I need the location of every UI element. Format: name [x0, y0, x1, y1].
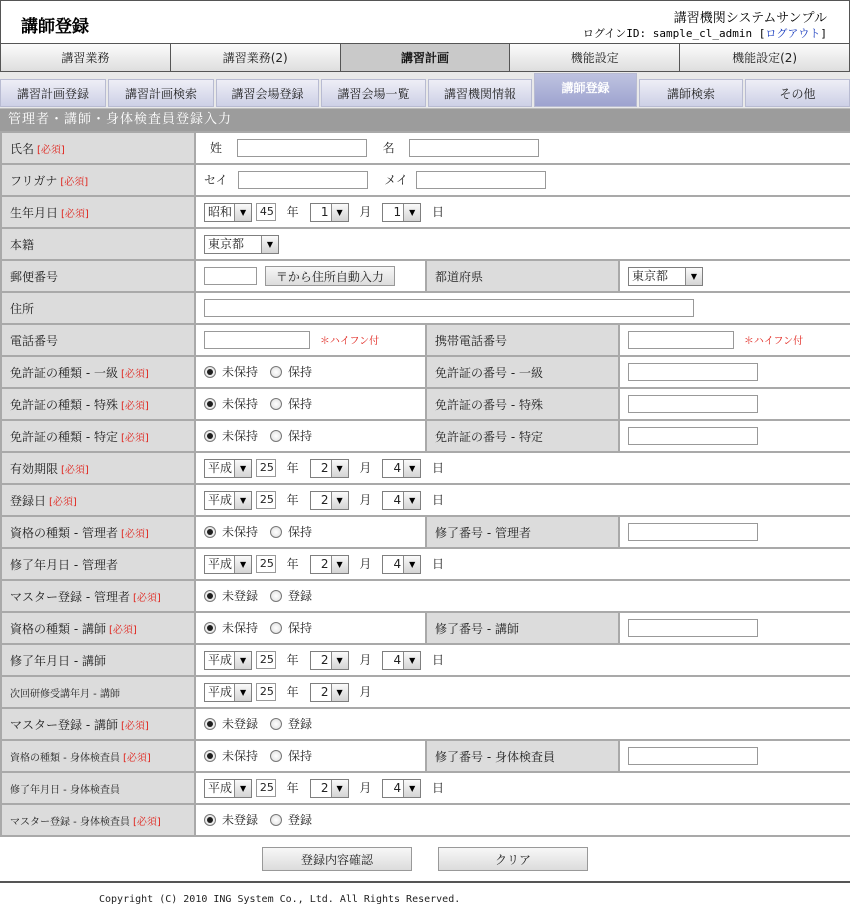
required-mark: [必須] — [120, 528, 149, 540]
last-name-input[interactable] — [237, 139, 367, 157]
label-qual-instructor: 資格の種類 - 講師 — [10, 621, 106, 636]
section-title: 管理者・講師・身体検査員登録入力 — [0, 109, 850, 131]
year-input[interactable]: 25 — [256, 555, 276, 573]
sub-tab-instructor-search[interactable]: 講師検索 — [639, 79, 743, 107]
required-mark: [必須] — [122, 752, 151, 764]
label-cert-no-examiner: 修了番号 - 身体検査員 — [435, 749, 555, 764]
postal-autofill-button[interactable]: 〒から住所自動入力 — [265, 266, 395, 286]
chevron-down-icon: ▼ — [685, 268, 702, 285]
chevron-down-icon: ▼ — [331, 556, 348, 573]
postal-code-input[interactable] — [204, 267, 257, 285]
era-select[interactable]: 平成 ▼ — [204, 683, 252, 702]
radio-registered[interactable] — [270, 814, 282, 826]
label-phone: 電話番号 — [10, 333, 59, 348]
form-row-comp-date-examiner: 修了年月日 - 身体検査員 平成 ▼ 25 年 2 ▼ 月 4 ▼ 日 — [1, 772, 850, 804]
chevron-down-icon: ▼ — [234, 780, 251, 797]
mobile-input[interactable] — [628, 331, 734, 349]
radio-not-held[interactable] — [204, 430, 216, 442]
required-mark: [必須] — [120, 368, 149, 380]
label-postal: 郵便番号 — [10, 269, 59, 284]
era-select[interactable]: 平成 ▼ — [204, 555, 252, 574]
chevron-down-icon: ▼ — [234, 492, 251, 509]
label-furigana: フリガナ — [10, 173, 58, 188]
form-row-master-examiner: マスター登録 - 身体検査員 [必須] 未登録 登録 — [1, 804, 850, 836]
form-row-phone — [1, 324, 850, 356]
chevron-down-icon: ▼ — [403, 460, 420, 477]
form-row-license-3: 免許証の種類 - 特定 [必須] 未保持 保持 免許証の番号 - 特定 — [1, 420, 850, 452]
form-row-expiry: 有効期限 [必須] 平成 ▼ 25 年 2 ▼ 月 4 ▼ 日 — [1, 452, 850, 484]
login-info — [583, 25, 827, 41]
era-select[interactable]: 平成 ▼ — [204, 491, 252, 510]
sub-tab-other[interactable]: その他 — [745, 79, 850, 107]
address-input[interactable] — [204, 299, 694, 317]
required-mark: [必須] — [120, 720, 149, 732]
label-birth: 生年月日 — [10, 205, 59, 220]
radio-registered[interactable] — [270, 718, 282, 730]
day-select[interactable]: 4 ▼ — [382, 651, 421, 670]
cert-number-admin-input[interactable] — [628, 523, 758, 541]
chevron-down-icon: ▼ — [403, 556, 420, 573]
chevron-down-icon: ▼ — [403, 204, 420, 221]
form-row-furigana — [1, 164, 850, 196]
month-select[interactable]: 2 ▼ — [310, 459, 349, 478]
chevron-down-icon: ▼ — [403, 652, 420, 669]
phone-input[interactable] — [204, 331, 310, 349]
required-mark: [必須] — [132, 592, 161, 604]
chevron-down-icon: ▼ — [234, 204, 251, 221]
sub-tab-agency-info[interactable]: 講習機関情報 — [428, 79, 532, 107]
main-tab-kino-settei[interactable]: 機能設定 — [510, 44, 680, 71]
hyphen-note: ＊ハイフン付 — [743, 335, 804, 347]
label-lic-no-3: 免許証の番号 - 特定 — [435, 429, 543, 444]
form-row-address — [1, 292, 850, 324]
required-mark: [必須] — [60, 176, 89, 188]
era-select[interactable]: 平成 ▼ — [204, 459, 252, 478]
radio-not-held[interactable] — [204, 750, 216, 762]
honseki-select[interactable]: 東京都 ▼ — [204, 235, 279, 254]
label-reg-date: 登録日 — [10, 493, 47, 508]
chevron-down-icon: ▼ — [261, 236, 278, 253]
radio-not-registered[interactable] — [204, 590, 216, 602]
license-number-1-input[interactable] — [628, 363, 758, 381]
main-tab-kosyu-keikaku[interactable]: 講習計画 — [341, 44, 511, 71]
chevron-down-icon: ▼ — [331, 780, 348, 797]
label-qual-admin: 資格の種類 - 管理者 — [10, 525, 118, 540]
radio-held[interactable] — [270, 366, 282, 378]
label-honseki: 本籍 — [10, 237, 35, 252]
clear-button[interactable]: クリア — [438, 847, 588, 871]
license-number-3-input[interactable] — [628, 427, 758, 445]
form-row-master-instructor: マスター登録 - 講師 [必須] 未登録 登録 — [1, 708, 850, 740]
first-name-input[interactable] — [409, 139, 539, 157]
logout-link[interactable]: ログアウト — [765, 27, 821, 40]
year-input[interactable]: 25 — [256, 491, 276, 509]
required-mark: [必須] — [37, 144, 65, 156]
radio-registered[interactable] — [270, 590, 282, 602]
main-tab-kino-settei-2[interactable]: 機能設定(2) — [680, 44, 849, 71]
sei-kana-label: セイ — [204, 172, 228, 187]
label-comp-date-instructor: 修了年月日 - 講師 — [10, 653, 106, 668]
radio-held[interactable] — [270, 398, 282, 410]
day-select[interactable]: 4 ▼ — [382, 459, 421, 478]
form-actions — [0, 837, 850, 881]
cert-number-examiner-input[interactable] — [628, 747, 758, 765]
registration-form — [0, 131, 850, 837]
sub-tab-plan-search[interactable]: 講習計画検索 — [108, 79, 214, 107]
birth-year-input[interactable]: 45 — [256, 203, 276, 221]
sub-tab-instructor-register[interactable]: 講師登録 — [534, 73, 637, 107]
last-name-kana-input[interactable] — [238, 171, 368, 189]
form-row-next-training: 次回研修受講年月 - 講師 平成 ▼ 25 年 2 ▼ 月 — [1, 676, 850, 708]
form-row-qual-instructor: 資格の種類 - 講師 [必須] 未保持 保持 修了番号 - 講師 — [1, 612, 850, 644]
logout-bracket-close: ] — [820, 27, 827, 40]
radio-not-held[interactable] — [204, 526, 216, 538]
year-input[interactable]: 25 — [256, 651, 276, 669]
label-lic-type-1: 免許証の種類 - 一級 — [10, 365, 118, 380]
sub-tab-venue-list[interactable]: 講習会場一覧 — [321, 79, 426, 107]
page-title: 講師登録 — [21, 17, 89, 37]
radio-not-held[interactable] — [204, 622, 216, 634]
chevron-down-icon: ▼ — [234, 684, 251, 701]
hyphen-note: ＊ハイフン付 — [319, 335, 380, 347]
required-mark: [必須] — [120, 400, 149, 412]
day-select[interactable]: 4 ▼ — [382, 779, 421, 798]
label-prefecture: 都道府県 — [435, 269, 484, 284]
birth-era-select[interactable]: 昭和 ▼ — [204, 203, 252, 222]
month-select[interactable]: 2 ▼ — [310, 651, 349, 670]
radio-not-registered[interactable] — [204, 814, 216, 826]
cert-number-instructor-input[interactable] — [628, 619, 758, 637]
radio-not-held[interactable] — [204, 366, 216, 378]
birth-day-select[interactable]: 1 ▼ — [382, 203, 421, 222]
label-lic-no-1: 免許証の番号 - 一級 — [435, 365, 543, 380]
label-lic-type-2: 免許証の種類 - 特殊 — [10, 397, 118, 412]
form-row-birth: 生年月日 [必須] 昭和 ▼ 45 年 1 ▼ 月 1 ▼ 日 — [1, 196, 850, 228]
form-row-comp-date-instructor: 修了年月日 - 講師 平成 ▼ 25 年 2 ▼ 月 4 ▼ 日 — [1, 644, 850, 676]
label-mobile: 携帯電話番号 — [435, 333, 508, 348]
chevron-down-icon: ▼ — [331, 652, 348, 669]
sub-nav — [0, 72, 850, 109]
label-master-admin: マスター登録 - 管理者 — [10, 589, 130, 604]
radio-held[interactable] — [270, 750, 282, 762]
field-label — [1, 132, 195, 164]
month-select[interactable]: 2 ▼ — [310, 683, 349, 702]
radio-held[interactable] — [270, 430, 282, 442]
logout-bracket-open: [ — [758, 27, 766, 40]
prefecture-select[interactable]: 東京都 ▼ — [628, 267, 703, 286]
chevron-down-icon: ▼ — [234, 652, 251, 669]
form-row-license-2: 免許証の種類 - 特殊 [必須] 未保持 保持 免許証の番号 - 特殊 — [1, 388, 850, 420]
required-mark: [必須] — [61, 464, 89, 476]
form-row-postal — [1, 260, 850, 292]
chevron-down-icon: ▼ — [403, 780, 420, 797]
chevron-down-icon: ▼ — [331, 204, 348, 221]
chevron-down-icon: ▼ — [331, 492, 348, 509]
birth-month-select[interactable]: 1 ▼ — [310, 203, 349, 222]
chevron-down-icon: ▼ — [234, 460, 251, 477]
field-value — [195, 132, 850, 164]
system-name: 講習機関システムサンプル — [673, 11, 827, 26]
label-name: 氏名 — [10, 141, 35, 156]
month-select[interactable]: 2 ▼ — [310, 779, 349, 798]
label-master-examiner: マスター登録 - 身体検査員 — [10, 816, 130, 828]
chevron-down-icon: ▼ — [331, 460, 348, 477]
label-next-training: 次回研修受講年月 - 講師 — [10, 688, 120, 700]
form-row-master-admin: マスター登録 - 管理者 [必須] 未登録 登録 — [1, 580, 850, 612]
chevron-down-icon: ▼ — [403, 492, 420, 509]
page-header — [0, 0, 850, 43]
chevron-down-icon: ▼ — [234, 556, 251, 573]
form-row-honseki — [1, 228, 850, 260]
confirm-button[interactable]: 登録内容確認 — [262, 847, 412, 871]
form-row-reg-date: 登録日 [必須] 平成 ▼ 25 年 2 ▼ 月 4 ▼ 日 — [1, 484, 850, 516]
required-mark: [必須] — [49, 496, 77, 508]
radio-not-registered[interactable] — [204, 718, 216, 730]
login-id-text: ログインID: sample_cl_admin — [582, 27, 759, 40]
mei-kana-label: メイ — [384, 172, 409, 187]
required-mark: [必須] — [120, 432, 149, 444]
year-input[interactable]: 25 — [256, 779, 276, 797]
label-cert-no-instructor: 修了番号 - 講師 — [435, 621, 519, 636]
day-select[interactable]: 4 ▼ — [382, 491, 421, 510]
required-mark: [必須] — [132, 816, 161, 828]
form-row-comp-date-admin: 修了年月日 - 管理者 平成 ▼ 25 年 2 ▼ 月 4 ▼ 日 — [1, 548, 850, 580]
form-row-name — [1, 132, 850, 164]
label-lic-type-3: 免許証の種類 - 特定 — [10, 429, 118, 444]
radio-held[interactable] — [270, 526, 282, 538]
sei-label: 姓 — [210, 140, 223, 155]
mei-label: 名 — [382, 140, 395, 155]
required-mark: [必須] — [108, 624, 137, 636]
main-tab-kosyu-gyomu[interactable]: 講習業務 — [1, 44, 171, 71]
chevron-down-icon: ▼ — [331, 684, 348, 701]
label-master-instructor: マスター登録 - 講師 — [10, 717, 118, 732]
label-comp-date-examiner: 修了年月日 - 身体検査員 — [10, 784, 120, 796]
main-nav — [0, 43, 850, 72]
month-select[interactable]: 2 ▼ — [310, 555, 349, 574]
radio-not-held[interactable] — [204, 398, 216, 410]
first-name-kana-input[interactable] — [416, 171, 546, 189]
radio-held[interactable] — [270, 622, 282, 634]
year-input[interactable]: 25 — [256, 459, 276, 477]
copyright-footer: Copyright (C) 2010 ING System Co., Ltd. All Rights Reserved. — [0, 881, 850, 916]
label-expiry: 有効期限 — [10, 461, 59, 476]
day-select[interactable]: 4 ▼ — [382, 555, 421, 574]
form-row-qual-admin: 資格の種類 - 管理者 [必須] 未保持 保持 修了番号 - 管理者 — [1, 516, 850, 548]
form-row-qual-examiner: 資格の種類 - 身体検査員 [必須] 未保持 保持 修了番号 - 身体検査員 — [1, 740, 850, 772]
label-qual-examiner: 資格の種類 - 身体検査員 — [10, 752, 120, 764]
label-address: 住所 — [10, 301, 35, 316]
label-cert-no-admin: 修了番号 - 管理者 — [435, 525, 531, 540]
required-mark: [必須] — [61, 208, 89, 220]
label-comp-date-admin: 修了年月日 - 管理者 — [10, 557, 118, 572]
label-lic-no-2: 免許証の番号 - 特殊 — [435, 397, 543, 412]
main-tab-kosyu-gyomu-2[interactable]: 講習業務(2) — [171, 44, 341, 71]
era-select[interactable]: 平成 ▼ — [204, 651, 252, 670]
sub-tab-plan-register[interactable]: 講習計画登録 — [0, 79, 106, 107]
form-row-license-1: 免許証の種類 - 一級 [必須] 未保持 保持 免許証の番号 - 一級 — [1, 356, 850, 388]
year-input[interactable]: 25 — [256, 683, 276, 701]
license-number-2-input[interactable] — [628, 395, 758, 413]
sub-tab-venue-register[interactable]: 講習会場登録 — [216, 79, 319, 107]
era-select[interactable]: 平成 ▼ — [204, 779, 252, 798]
month-select[interactable]: 2 ▼ — [310, 491, 349, 510]
